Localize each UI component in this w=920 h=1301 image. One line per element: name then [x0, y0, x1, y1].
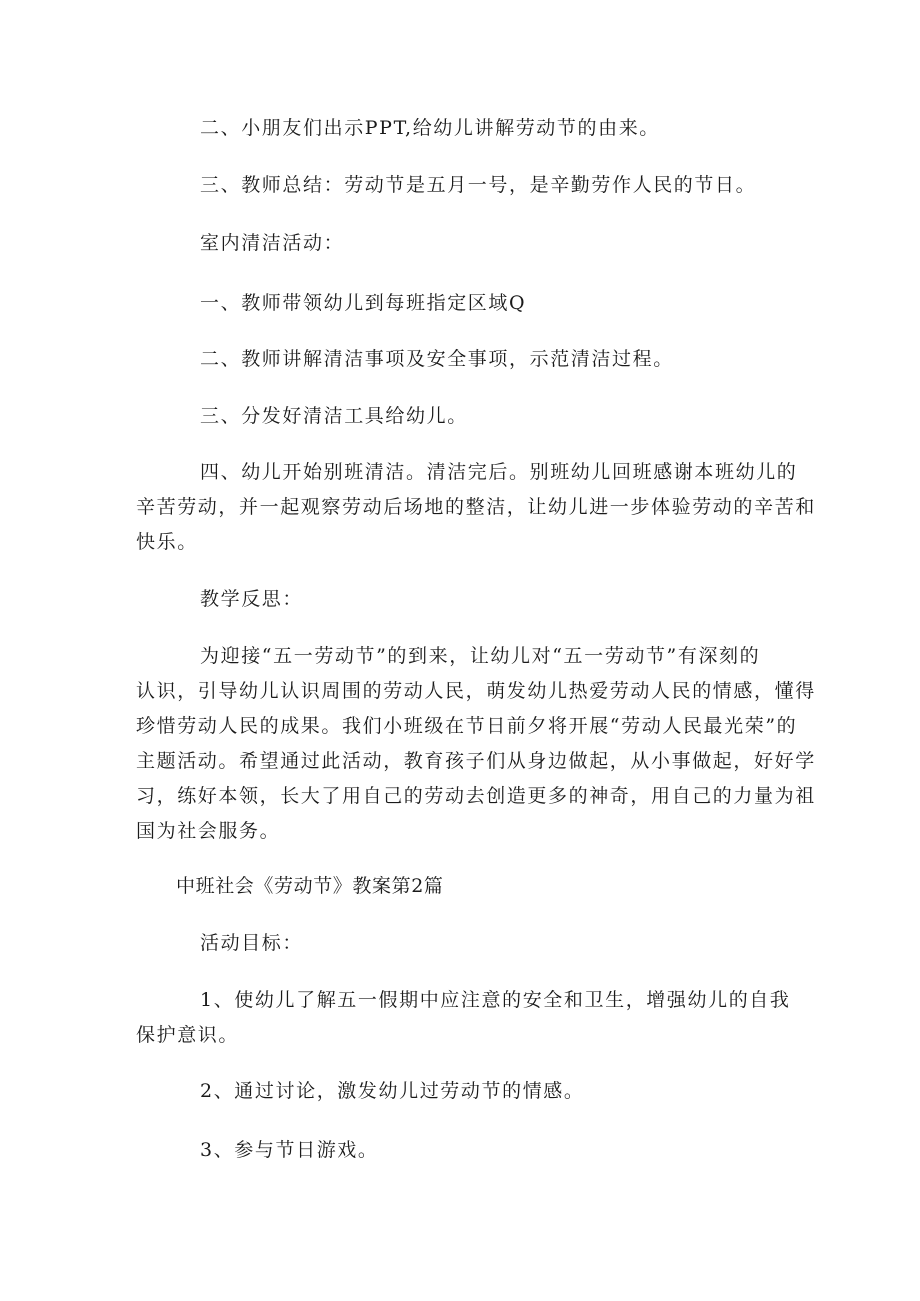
paragraph-line: 珍惜劳动人民的成果。我们小班级在节日前夕将开展“劳动人民最光荣”的 [136, 715, 798, 737]
goal-two: 2、通过讨论，激发幼儿过劳动节的情感。 [200, 1080, 585, 1102]
paragraph-line: 认识，引导幼儿认识周围的劳动人民，萌发幼儿热爱劳动人民的情感，懂得 [136, 680, 816, 702]
step-two-ppt: 二、小朋友们出示PPT,给幼儿讲解劳动节的由来。 [200, 117, 660, 139]
activity-goals-heading: 活动目标： [200, 932, 304, 954]
cleaning-step-three: 三、分发好清洁工具给幼儿。 [200, 405, 468, 427]
step-three-summary: 三、教师总结：劳动节是五月一号，是辛勤劳作人民的节日。 [200, 174, 757, 196]
reflection-heading: 教学反思： [200, 588, 304, 610]
paragraph-line: 快乐。 [136, 531, 198, 553]
cleaning-step-two: 二、教师讲解清洁事项及安全事项，示范清洁过程。 [200, 348, 674, 370]
indoor-cleaning-heading: 室内清洁活动： [200, 232, 345, 254]
paragraph-line: 保护意识。 [136, 1024, 240, 1046]
section-title: 中班社会《劳动节》教案第2篇 [176, 875, 444, 897]
paragraph-line: 主题活动。希望通过此活动，教育孩子们从身边做起，从小事做起，好好学 [136, 750, 816, 772]
paragraph-line: 四、幼儿开始别班清洁。清洁完后。别班幼儿回班感谢本班幼儿的 [200, 461, 798, 483]
paragraph-line: 辛苦劳动，并一起观察劳动后场地的整洁，让幼儿进一步体验劳动的辛苦和 [136, 496, 816, 518]
paragraph-line: 国为社会服务。 [136, 820, 281, 842]
paragraph-line: 习，练好本领，长大了用自己的劳动去创造更多的神奇，用自己的力量为祖 [136, 785, 816, 807]
goal-one-paragraph [136, 991, 791, 1061]
paragraph-line: 1、使幼儿了解五一假期中应注意的安全和卫生，增强幼儿的自我 [200, 989, 791, 1011]
cleaning-step-one: 一、教师带领幼儿到每班指定区域Q [200, 292, 527, 314]
goal-three: 3、参与节日游戏。 [200, 1139, 379, 1161]
reflection-paragraph [136, 647, 816, 857]
paragraph-line: 为迎接“五一劳动节”的到来，让幼儿对“五一劳动节”有深刻的 [200, 645, 761, 667]
cleaning-step-four-paragraph [136, 463, 816, 568]
